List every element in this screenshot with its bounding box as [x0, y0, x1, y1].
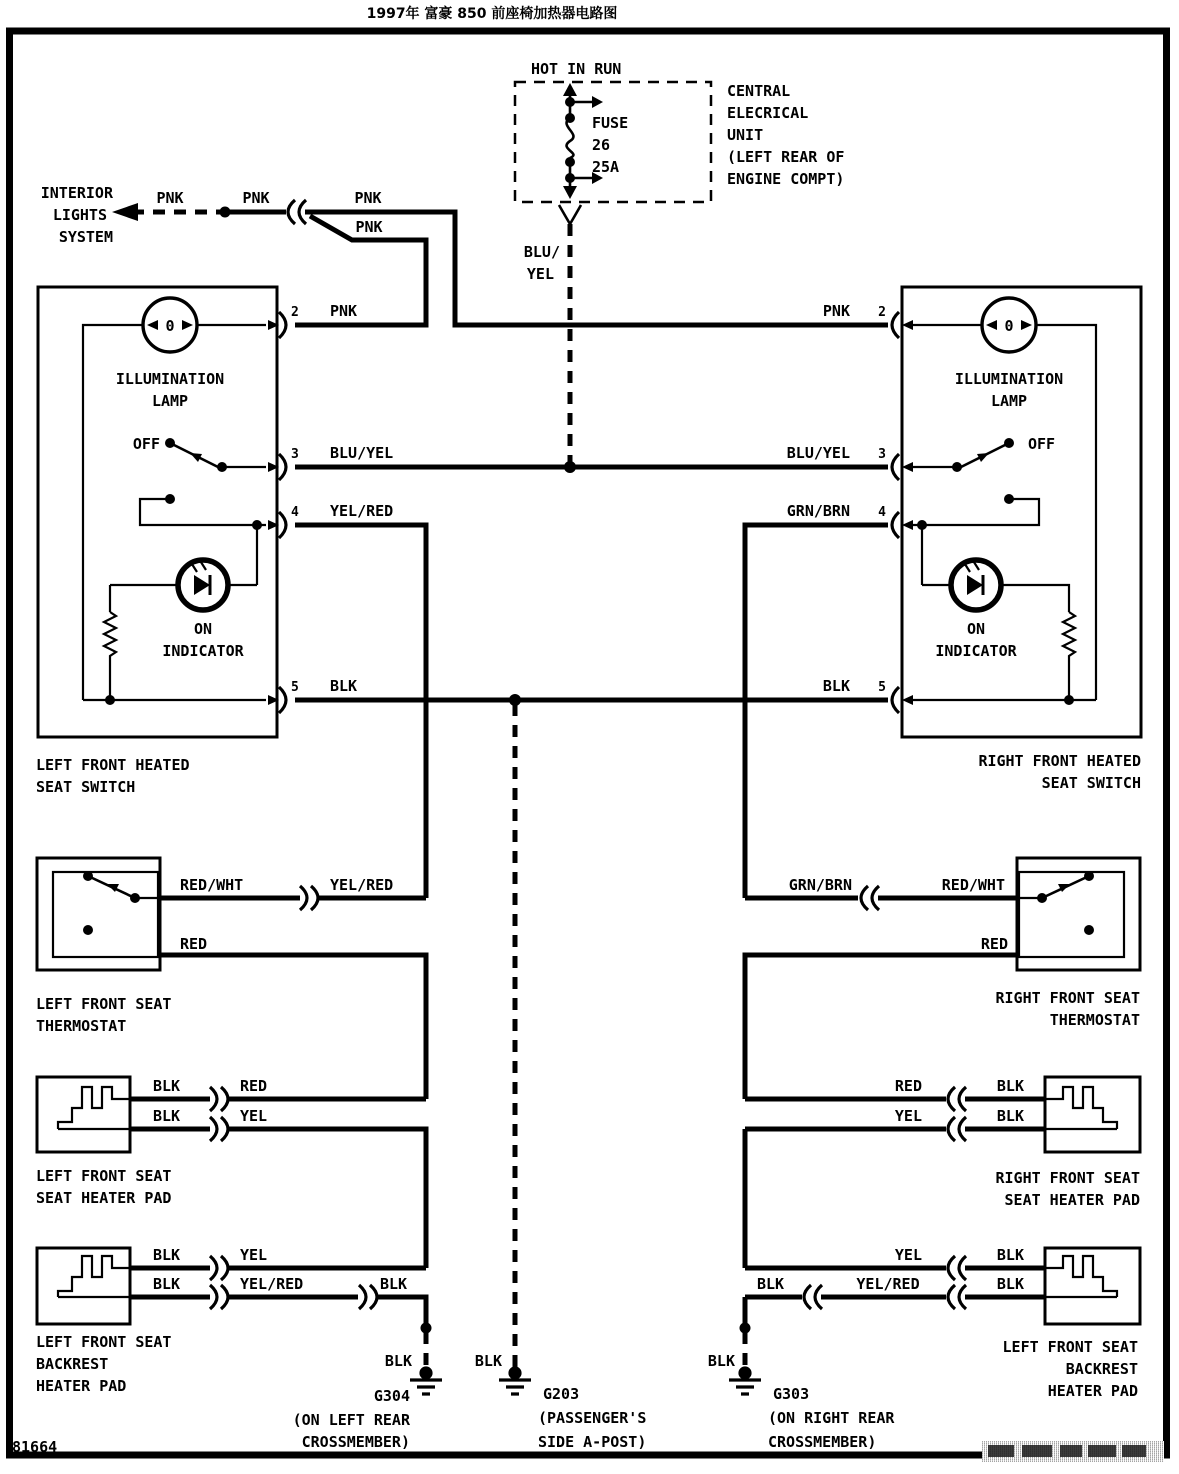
- pin-number: 3: [878, 447, 886, 462]
- illumination-lamp-label: LAMP: [151, 392, 189, 410]
- wire-label: BLK: [757, 1275, 785, 1293]
- ground-g203: [499, 1368, 531, 1394]
- watermark: [982, 1441, 1164, 1462]
- pin-number: 4: [291, 505, 299, 520]
- wire-label: BLK: [822, 677, 850, 695]
- pin-number: 3: [291, 447, 299, 462]
- wire-label: BLU/YEL: [330, 444, 394, 462]
- wire-label: RED: [980, 935, 1008, 953]
- component-caption: THERMOSTAT: [36, 1017, 127, 1035]
- wires-layer: [130, 212, 1045, 1325]
- right-thermostat: [1017, 872, 1124, 957]
- component-caption: LEFT FRONT SEAT: [36, 995, 172, 1013]
- illumination-lamp-label: ILLUMINATION: [115, 370, 225, 388]
- pin-number: 2: [878, 305, 886, 320]
- illumination-lamp-label: ILLUMINATION: [954, 370, 1064, 388]
- wire-label: YEL/RED: [330, 876, 394, 894]
- component-caption: RIGHT FRONT SEAT: [995, 989, 1140, 1007]
- pin-number: 5: [878, 680, 886, 695]
- component-caption: LEFT FRONT HEATED: [36, 756, 190, 774]
- wire-label: GRN/BRN: [788, 876, 852, 894]
- right-thermostat-box: [1017, 858, 1140, 970]
- ceu-caption: CENTRAL: [727, 82, 791, 100]
- wire-label: YEL: [526, 265, 554, 283]
- component-caption: LEFT FRONT SEAT: [36, 1167, 172, 1185]
- component-caption: SEAT HEATER PAD: [36, 1189, 172, 1207]
- pin-number: 2: [291, 305, 299, 320]
- wire-label: RED/WHT: [941, 876, 1005, 894]
- wire-label: BLU/: [523, 243, 560, 261]
- ceu-caption: (LEFT REAR OF: [727, 148, 845, 166]
- component-caption: LEFT FRONT SEAT: [1002, 1338, 1138, 1356]
- wire-label: BLK: [996, 1275, 1024, 1293]
- pin-number: 5: [291, 680, 299, 695]
- page-title: 1997年 富豪 850 前座椅加热器电路图: [366, 6, 618, 22]
- wire-label: BLK: [996, 1246, 1024, 1264]
- wire-label: BLK: [330, 677, 358, 695]
- wire-label: BLK: [384, 1352, 412, 1370]
- wire-label: RED: [894, 1077, 922, 1095]
- fuse-label: 26: [592, 136, 611, 154]
- wire-label: YEL: [894, 1246, 922, 1264]
- wire-label: BLK: [153, 1275, 181, 1293]
- component-caption: BACKREST: [1065, 1360, 1138, 1378]
- wire-label: BLU/YEL: [786, 444, 850, 462]
- wire-label: YEL: [240, 1107, 268, 1125]
- component-caption: BACKREST: [36, 1355, 109, 1373]
- hot-in-run-label: HOT IN RUN: [531, 60, 622, 78]
- wire-label: PNK: [242, 189, 270, 207]
- wire-label: BLK: [996, 1077, 1024, 1095]
- right-heated-seat-switch-box: [902, 287, 1141, 737]
- wire-label: GRN/BRN: [786, 502, 850, 520]
- left-thermostat: [53, 872, 160, 957]
- wire-label: BLK: [996, 1107, 1024, 1125]
- off-label: OFF: [132, 435, 160, 453]
- left-backrest-heater-pad-box: [37, 1248, 130, 1324]
- wire-label: PNK: [156, 189, 184, 207]
- ground-label: (ON RIGHT REAR: [768, 1409, 895, 1427]
- ground-g304: [410, 1368, 442, 1394]
- wire-label: RED: [240, 1077, 268, 1095]
- left-heated-seat-switch-box: [38, 287, 277, 737]
- on-indicator-label: ON: [966, 620, 986, 638]
- wire-label: PNK: [330, 302, 358, 320]
- wire-label: YEL: [240, 1246, 268, 1264]
- interior-lights-label: SYSTEM: [58, 228, 113, 246]
- ceu-caption: ELECRICAL: [727, 104, 809, 122]
- wire-label: BLK: [474, 1352, 502, 1370]
- wire-label: YEL: [894, 1107, 922, 1125]
- wire-label: BLK: [380, 1275, 408, 1293]
- ground-label: CROSSMEMBER): [768, 1433, 877, 1451]
- on-indicator-label: INDICATOR: [162, 642, 244, 660]
- component-caption: RIGHT FRONT SEAT: [995, 1169, 1140, 1187]
- wire-label: PNK: [354, 189, 382, 207]
- wire-label: BLK: [153, 1246, 181, 1264]
- ground-g303: [729, 1368, 761, 1394]
- on-indicator-label: ON: [193, 620, 213, 638]
- wire-label: PNK: [355, 218, 383, 236]
- fuse-26: [559, 94, 592, 224]
- component-caption: SEAT HEATER PAD: [1004, 1191, 1140, 1209]
- ground-label: G304: [373, 1387, 410, 1405]
- off-label: OFF: [1028, 435, 1056, 453]
- component-caption: SEAT SWITCH: [36, 778, 136, 796]
- wire-label: YEL/RED: [856, 1275, 920, 1293]
- ground-label: SIDE A-POST): [538, 1433, 647, 1451]
- page-border: [10, 31, 1167, 1455]
- wire-label: BLK: [153, 1077, 181, 1095]
- wire-label: RED/WHT: [180, 876, 244, 894]
- interior-lights-arrow: [112, 203, 138, 221]
- component-caption: LEFT FRONT SEAT: [36, 1333, 172, 1351]
- labels-layer: [36, 60, 1141, 1451]
- central-electrical-unit-box: [515, 82, 711, 202]
- component-caption: SEAT SWITCH: [1041, 774, 1141, 792]
- connector-symbols: [210, 200, 966, 1309]
- ground-label: CROSSMEMBER): [301, 1433, 410, 1451]
- interior-lights-label: INTERIOR: [40, 184, 113, 202]
- wire-label: BLK: [707, 1352, 735, 1370]
- interior-lights-label: LIGHTS: [52, 206, 107, 224]
- fuse-label: 25A: [592, 158, 620, 176]
- ground-label: (ON LEFT REAR: [292, 1411, 410, 1429]
- left-seat-heater-pad-box: [37, 1077, 130, 1152]
- junction-dots: [83, 97, 1094, 1334]
- component-caption: RIGHT FRONT HEATED: [978, 752, 1141, 770]
- wire-label: PNK: [822, 302, 850, 320]
- component-caption: THERMOSTAT: [1049, 1011, 1140, 1029]
- fuse-label: FUSE: [592, 114, 629, 132]
- diagram-number: 81664: [12, 1438, 58, 1456]
- on-indicator-label: INDICATOR: [935, 642, 1017, 660]
- ground-label: (PASSENGER'S: [538, 1409, 647, 1427]
- component-caption: HEATER PAD: [36, 1377, 127, 1395]
- lamp-zero-label: 0: [165, 317, 175, 335]
- component-caption: HEATER PAD: [1047, 1382, 1138, 1400]
- ceu-caption: ENGINE COMPT): [727, 170, 845, 188]
- ground-label: G303: [773, 1385, 810, 1403]
- ground-label: G203: [543, 1385, 580, 1403]
- ceu-caption: UNIT: [727, 126, 764, 144]
- left-thermostat-box: [37, 858, 160, 970]
- wire-label: YEL/RED: [240, 1275, 304, 1293]
- wire-label: BLK: [153, 1107, 181, 1125]
- lamp-zero-label: 0: [1004, 317, 1014, 335]
- pin-number: 4: [878, 505, 886, 520]
- wire-label: RED: [180, 935, 208, 953]
- illumination-lamp-label: LAMP: [990, 392, 1028, 410]
- wire-label: YEL/RED: [330, 502, 394, 520]
